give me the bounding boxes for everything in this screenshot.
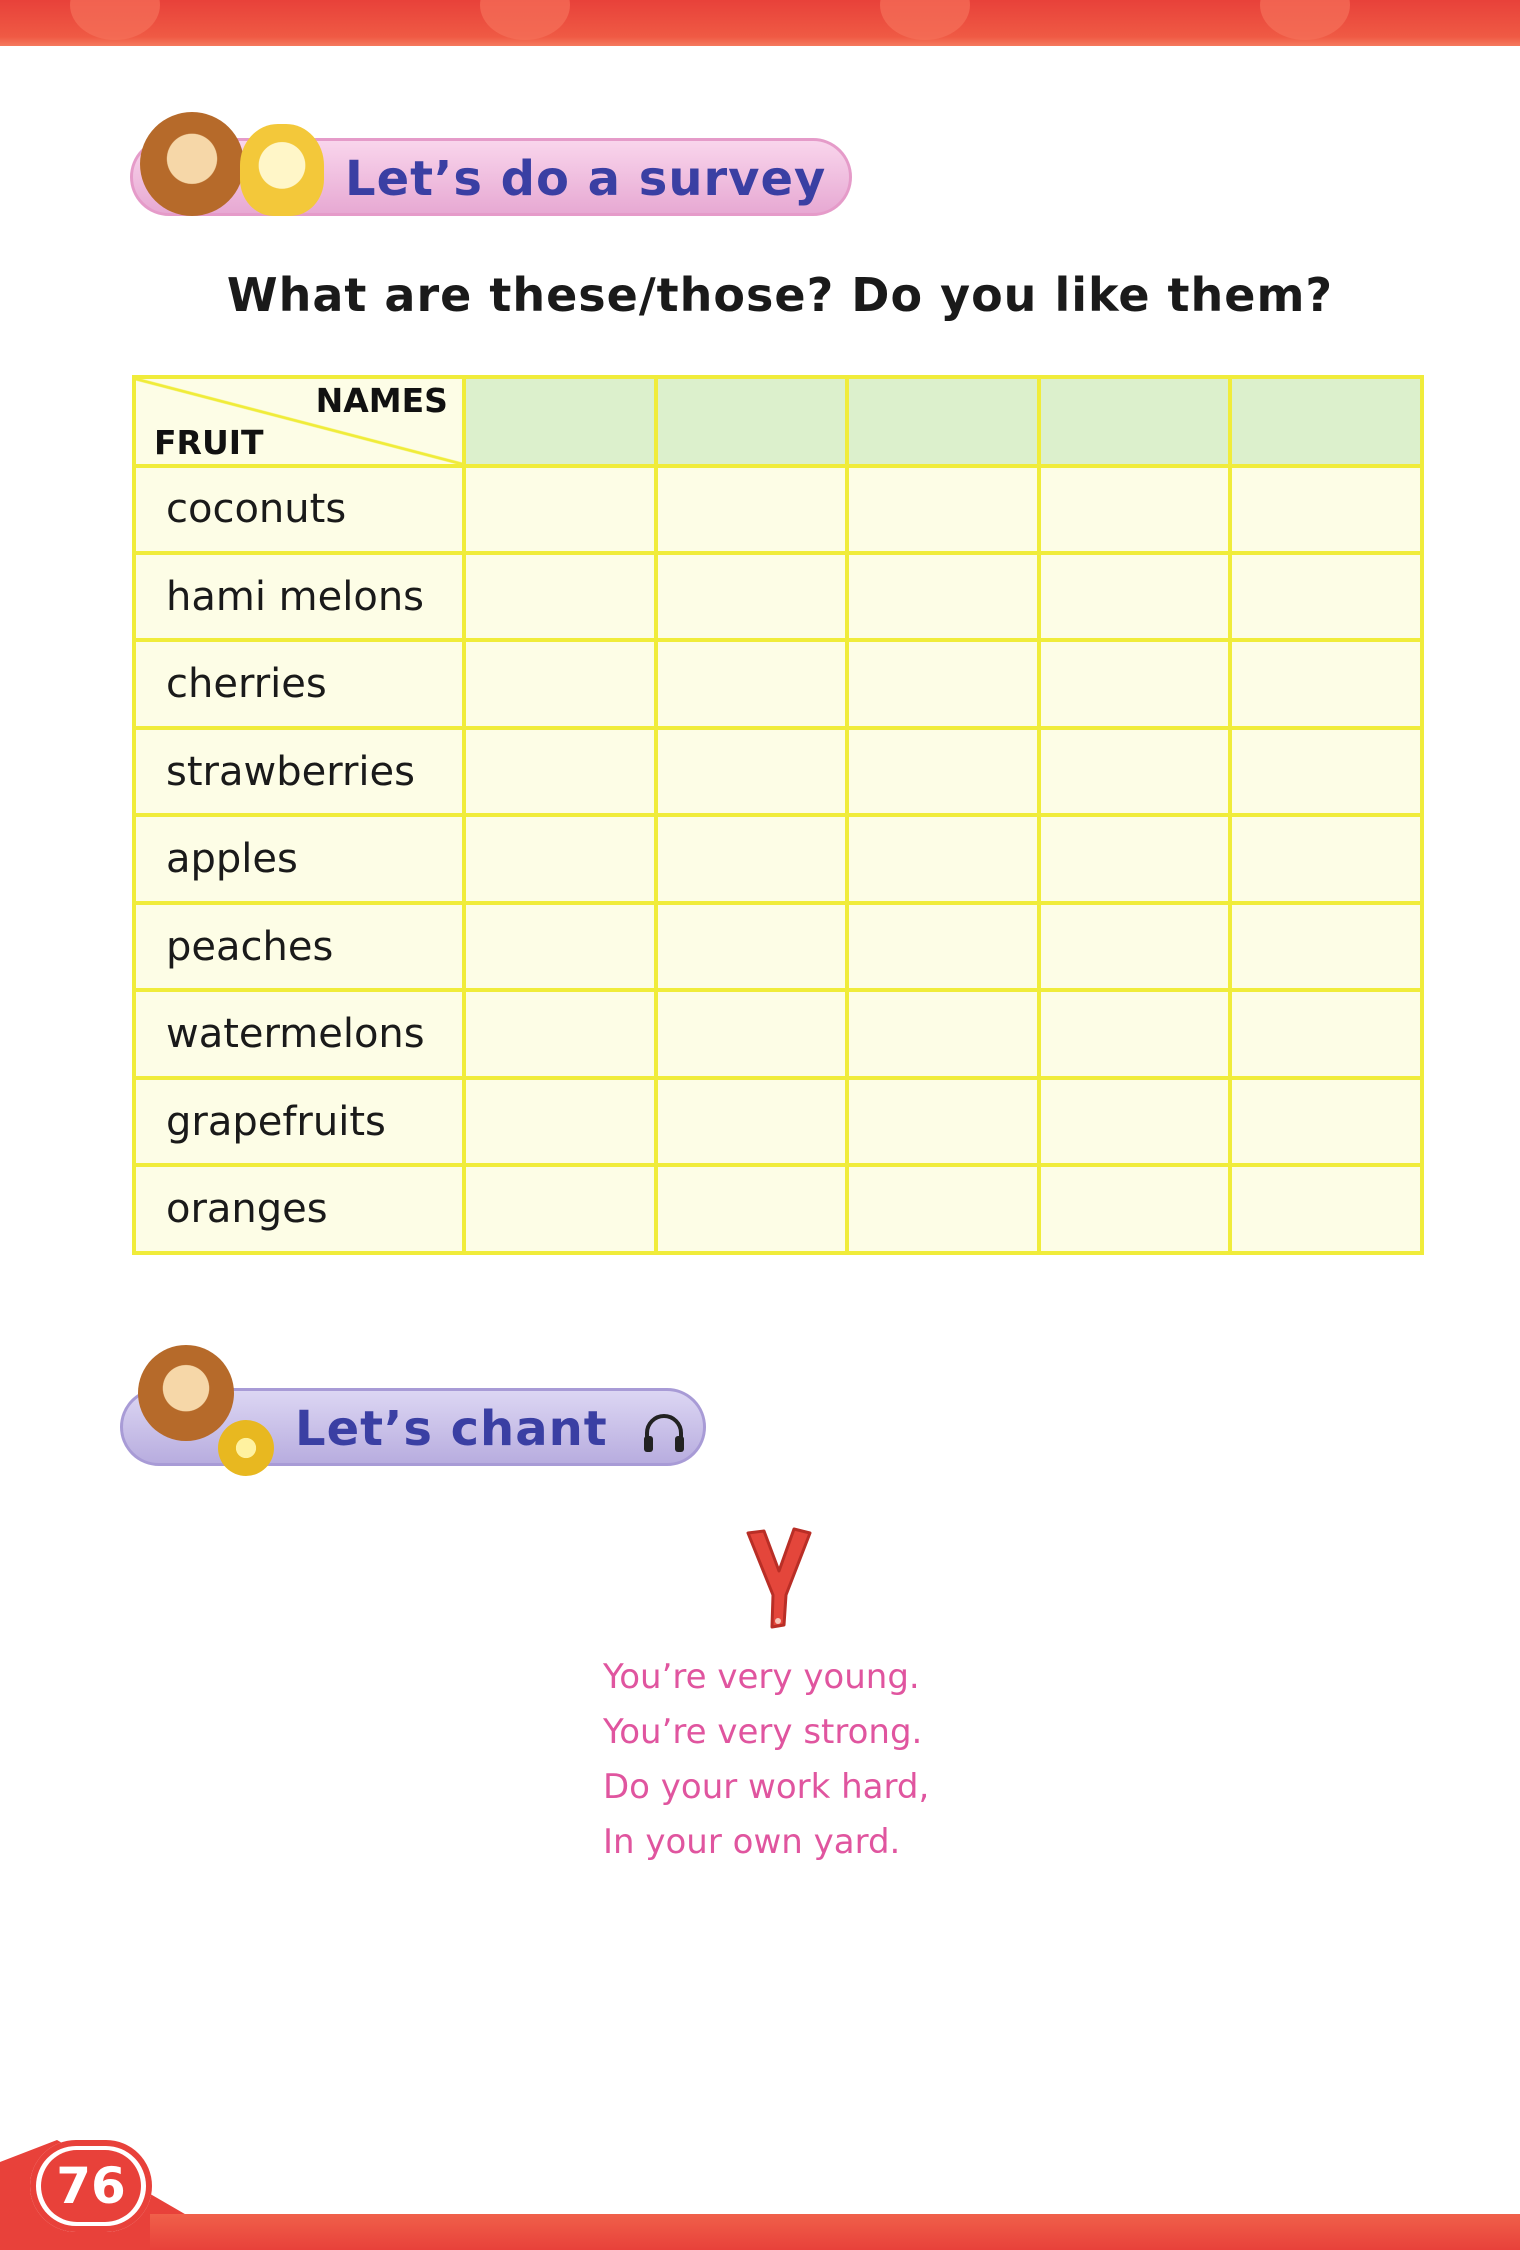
answer-cell[interactable]: [464, 553, 656, 640]
headphones-icon[interactable]: [639, 1407, 689, 1457]
fruit-label: oranges: [134, 1165, 464, 1253]
answer-cell[interactable]: [656, 553, 848, 640]
table-row: [134, 728, 1422, 815]
answer-cell[interactable]: [464, 815, 656, 902]
answer-cell[interactable]: [464, 728, 656, 815]
answer-cell[interactable]: [1230, 466, 1422, 553]
cymbal-icon: [218, 1420, 274, 1476]
fruit-label: watermelons: [134, 990, 464, 1077]
answer-cell[interactable]: [1039, 1078, 1231, 1165]
name-header-cell[interactable]: [464, 377, 656, 466]
monkey-mascot-icon: [140, 112, 244, 216]
answer-cell[interactable]: [464, 903, 656, 990]
answer-cell[interactable]: [1230, 728, 1422, 815]
answer-cell[interactable]: [847, 728, 1039, 815]
decor-circle: [880, 0, 970, 40]
answer-cell[interactable]: [656, 903, 848, 990]
answer-cell[interactable]: [656, 990, 848, 1077]
answer-cell[interactable]: [1039, 466, 1231, 553]
name-header-cell[interactable]: [1230, 377, 1422, 466]
fruit-label: coconuts: [134, 466, 464, 553]
answer-cell[interactable]: [847, 1165, 1039, 1253]
answer-cell[interactable]: [656, 466, 848, 553]
fruit-label: grapefruits: [134, 1078, 464, 1165]
names-header: NAMES: [315, 381, 448, 420]
letter-y-icon: [742, 1525, 816, 1635]
survey-table: [132, 375, 1424, 1255]
table-corner-header: [134, 377, 464, 466]
letter-y-label: y: [742, 1525, 743, 1526]
chant-title-text: Let’s chant: [295, 1401, 608, 1457]
table-row: [134, 553, 1422, 640]
answer-cell[interactable]: [1039, 553, 1231, 640]
answer-cell[interactable]: [1230, 990, 1422, 1077]
page-number-badge: [30, 2140, 152, 2232]
bottom-decorative-band: [150, 2214, 1520, 2250]
answer-cell[interactable]: [656, 815, 848, 902]
answer-cell[interactable]: [656, 728, 848, 815]
table-header-row: [134, 377, 1422, 466]
table-row: [134, 903, 1422, 990]
table-row: [134, 466, 1422, 553]
name-header-cell[interactable]: [1039, 377, 1231, 466]
answer-cell[interactable]: [847, 640, 1039, 727]
answer-cell[interactable]: [1230, 640, 1422, 727]
fruit-label: cherries: [134, 640, 464, 727]
survey-question: What are these/those? Do you like them?: [226, 268, 1334, 322]
chant-verse: [603, 1650, 929, 1870]
chant-line: You’re very strong.: [603, 1712, 923, 1752]
fruit-label: apples: [134, 815, 464, 902]
answer-cell[interactable]: [847, 1078, 1039, 1165]
answer-cell[interactable]: [464, 1165, 656, 1253]
answer-cell[interactable]: [1039, 990, 1231, 1077]
chant-line: In your own yard.: [603, 1822, 901, 1862]
answer-cell[interactable]: [1039, 903, 1231, 990]
answer-cell[interactable]: [656, 640, 848, 727]
answer-cell[interactable]: [1230, 815, 1422, 902]
chant-line: Do your work hard,: [603, 1767, 930, 1807]
answer-cell[interactable]: [1230, 1078, 1422, 1165]
fruit-label: strawberries: [134, 728, 464, 815]
survey-title: Let’s do a survey: [345, 151, 827, 207]
fruit-label: hami melons: [134, 553, 464, 640]
answer-cell[interactable]: [847, 553, 1039, 640]
answer-cell[interactable]: [847, 815, 1039, 902]
answer-cell[interactable]: [847, 990, 1039, 1077]
answer-cell[interactable]: [1039, 728, 1231, 815]
answer-cell[interactable]: [464, 640, 656, 727]
name-header-cell[interactable]: [656, 377, 848, 466]
decor-circle: [70, 0, 160, 40]
answer-cell[interactable]: [1039, 1165, 1231, 1253]
table-row: [134, 815, 1422, 902]
name-header-cell[interactable]: [847, 377, 1039, 466]
answer-cell[interactable]: [847, 466, 1039, 553]
decor-circle: [1260, 0, 1350, 40]
table-row: [134, 1078, 1422, 1165]
answer-cell[interactable]: [847, 903, 1039, 990]
chant-line: You’re very young.: [603, 1657, 920, 1697]
page-number: 76: [41, 2150, 141, 2222]
decor-circle: [480, 0, 570, 40]
answer-cell[interactable]: [464, 466, 656, 553]
answer-cell[interactable]: [1230, 1165, 1422, 1253]
monkey-mascot-icon: [138, 1345, 234, 1441]
chant-title: [295, 1401, 689, 1457]
answer-cell[interactable]: [464, 1078, 656, 1165]
answer-cell[interactable]: [464, 990, 656, 1077]
answer-cell[interactable]: [1039, 640, 1231, 727]
table-row: [134, 1165, 1422, 1253]
answer-cell[interactable]: [656, 1078, 848, 1165]
answer-cell[interactable]: [656, 1165, 848, 1253]
fruit-header: FRUIT: [154, 422, 264, 462]
answer-cell[interactable]: [1230, 553, 1422, 640]
fruit-label: peaches: [134, 903, 464, 990]
answer-cell[interactable]: [1039, 815, 1231, 902]
top-decorative-band: [0, 0, 1520, 46]
table-row: [134, 640, 1422, 727]
table-row: [134, 990, 1422, 1077]
answer-cell[interactable]: [1230, 903, 1422, 990]
cat-mascot-icon: [240, 124, 324, 216]
